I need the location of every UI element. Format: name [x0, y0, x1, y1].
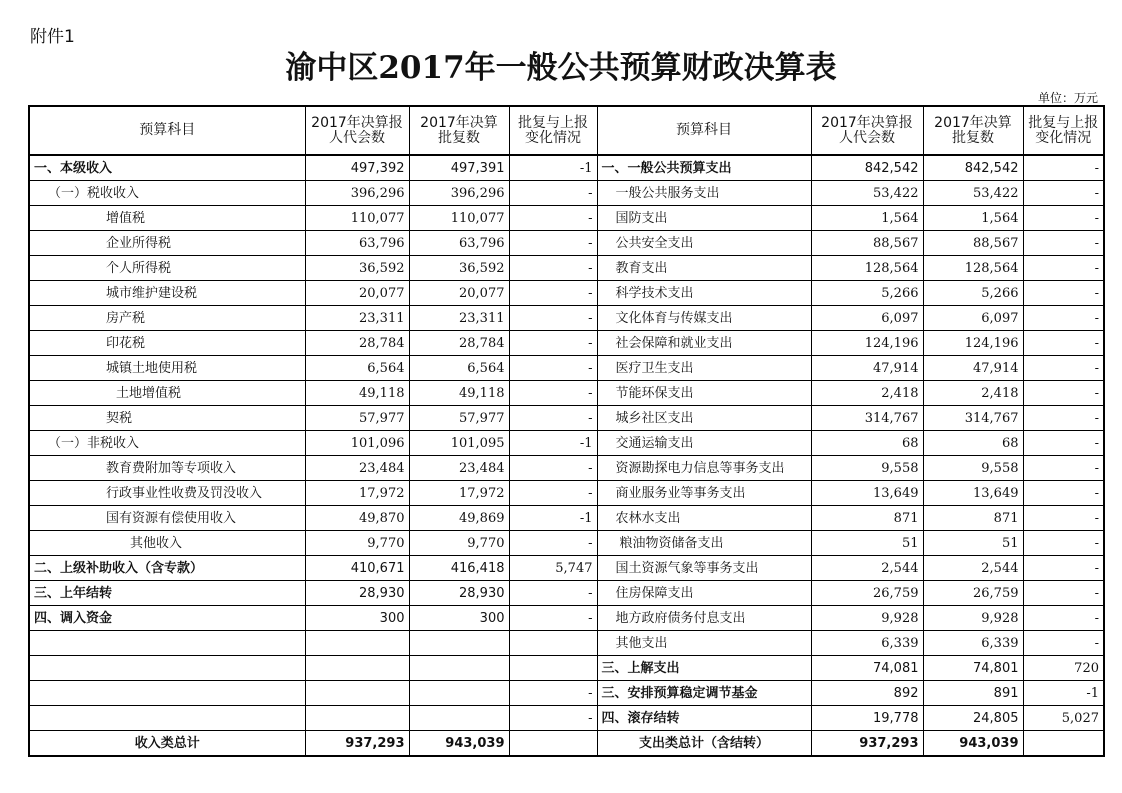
header-left-item: 预算科目	[29, 106, 305, 155]
left-item-name: 增值税	[29, 206, 305, 231]
page-title: 渝中区2017年一般公共预算财政决算表	[285, 50, 837, 86]
right-item-name: 节能环保支出	[597, 381, 811, 406]
right-approved-value: 9,928	[923, 606, 1023, 631]
left-item-name: 企业所得税	[29, 231, 305, 256]
right-approved-value: 53,422	[923, 181, 1023, 206]
left-item-name: 三、上年结转	[29, 581, 305, 606]
right-item-name: 农林水支出	[597, 506, 811, 531]
left-item-name	[29, 656, 305, 681]
left-approved-value: 9,770	[409, 531, 509, 556]
right-approved-value: 2,544	[923, 556, 1023, 581]
table-row	[29, 681, 1104, 706]
left-approved-value: 57,977	[409, 406, 509, 431]
right-reported-value: 2,418	[811, 381, 923, 406]
right-reported-value: 124,196	[811, 331, 923, 356]
left-change-value: -	[509, 406, 597, 431]
left-approved-value: 49,869	[409, 506, 509, 531]
table-row	[29, 356, 1104, 381]
left-change-value	[509, 631, 597, 656]
right-item-name: 三、上解支出	[597, 656, 811, 681]
right-approved-value: 26,759	[923, 581, 1023, 606]
right-approved-value: 47,914	[923, 356, 1023, 381]
header-row	[29, 106, 1104, 155]
left-change-value: -	[509, 581, 597, 606]
left-item-name: 国有资源有偿使用收入	[29, 506, 305, 531]
table-row	[29, 456, 1104, 481]
right-item-name: 科学技术支出	[597, 281, 811, 306]
right-reported-value: 19,778	[811, 706, 923, 731]
left-reported-value: 410,671	[305, 556, 409, 581]
left-reported-value: 101,096	[305, 431, 409, 456]
right-change-value: -	[1023, 531, 1104, 556]
right-approved-value: 5,266	[923, 281, 1023, 306]
left-item-name: （一）税收收入	[29, 181, 305, 206]
right-item-name: 一般公共服务支出	[597, 181, 811, 206]
right-item-name: 商业服务业等事务支出	[597, 481, 811, 506]
left-change-value: -	[509, 206, 597, 231]
right-reported-value: 53,422	[811, 181, 923, 206]
right-total-label: 支出类总计（含结转）	[597, 731, 811, 757]
right-approved-value: 68	[923, 431, 1023, 456]
right-approved-value: 24,805	[923, 706, 1023, 731]
right-approved-value: 314,767	[923, 406, 1023, 431]
right-item-name: 其他支出	[597, 631, 811, 656]
right-approved-value: 1,564	[923, 206, 1023, 231]
totals-row	[29, 731, 1104, 757]
right-change-value: -	[1023, 206, 1104, 231]
right-change-value: -	[1023, 581, 1104, 606]
table-row	[29, 506, 1104, 531]
right-approved-value: 6,339	[923, 631, 1023, 656]
right-change-value: -	[1023, 155, 1104, 181]
right-total-change	[1023, 731, 1104, 757]
left-reported-value: 23,484	[305, 456, 409, 481]
table-row	[29, 281, 1104, 306]
left-change-value: -	[509, 331, 597, 356]
right-item-name: 教育支出	[597, 256, 811, 281]
left-change-value: -	[509, 306, 597, 331]
left-approved-value: 28,930	[409, 581, 509, 606]
right-item-name: 一、一般公共预算支出	[597, 155, 811, 181]
left-change-value: -	[509, 456, 597, 481]
right-reported-value: 871	[811, 506, 923, 531]
right-item-name: 四、滚存结转	[597, 706, 811, 731]
left-item-name: 个人所得税	[29, 256, 305, 281]
left-approved-value	[409, 656, 509, 681]
left-item-name	[29, 681, 305, 706]
table-row	[29, 706, 1104, 731]
table-row	[29, 155, 1104, 181]
left-total-reported: 937,293	[305, 731, 409, 757]
right-change-value: 720	[1023, 656, 1104, 681]
right-change-value: -	[1023, 406, 1104, 431]
left-reported-value: 36,592	[305, 256, 409, 281]
left-change-value: -	[509, 356, 597, 381]
table-row	[29, 656, 1104, 681]
left-item-name: 契税	[29, 406, 305, 431]
left-approved-value: 110,077	[409, 206, 509, 231]
right-item-name: 交通运输支出	[597, 431, 811, 456]
table-row	[29, 531, 1104, 556]
right-change-value: -1	[1023, 681, 1104, 706]
right-approved-value: 74,801	[923, 656, 1023, 681]
left-item-name: 房产税	[29, 306, 305, 331]
right-change-value: -	[1023, 431, 1104, 456]
right-approved-value: 2,418	[923, 381, 1023, 406]
left-change-value: -	[509, 256, 597, 281]
left-change-value: -1	[509, 506, 597, 531]
left-reported-value: 23,311	[305, 306, 409, 331]
left-reported-value: 300	[305, 606, 409, 631]
right-reported-value: 128,564	[811, 256, 923, 281]
left-reported-value: 110,077	[305, 206, 409, 231]
table-row	[29, 181, 1104, 206]
right-approved-value: 124,196	[923, 331, 1023, 356]
left-change-value: -1	[509, 155, 597, 181]
right-change-value: -	[1023, 181, 1104, 206]
right-change-value: -	[1023, 306, 1104, 331]
right-item-name: 资源勘探电力信息等事务支出	[597, 456, 811, 481]
table-row	[29, 256, 1104, 281]
left-reported-value: 20,077	[305, 281, 409, 306]
header-left-approved: 2017年决算批复数	[409, 106, 509, 155]
left-change-value: -	[509, 531, 597, 556]
right-change-value: -	[1023, 281, 1104, 306]
left-reported-value: 57,977	[305, 406, 409, 431]
left-change-value: -	[509, 481, 597, 506]
right-reported-value: 26,759	[811, 581, 923, 606]
right-change-value: -	[1023, 381, 1104, 406]
annex-label: 附件1	[30, 27, 75, 47]
left-reported-value: 28,930	[305, 581, 409, 606]
right-total-approved: 943,039	[923, 731, 1023, 757]
right-reported-value: 1,564	[811, 206, 923, 231]
left-approved-value: 20,077	[409, 281, 509, 306]
right-approved-value: 871	[923, 506, 1023, 531]
right-item-name: 住房保障支出	[597, 581, 811, 606]
left-change-value: -	[509, 281, 597, 306]
left-approved-value	[409, 681, 509, 706]
right-change-value: -	[1023, 481, 1104, 506]
right-change-value: -	[1023, 331, 1104, 356]
left-change-value: -	[509, 381, 597, 406]
left-item-name: （一）非税收入	[29, 431, 305, 456]
budget-table	[28, 105, 1105, 757]
header-left-change: 批复与上报变化情况	[509, 106, 597, 155]
left-item-name: 四、调入资金	[29, 606, 305, 631]
right-reported-value: 13,649	[811, 481, 923, 506]
left-reported-value	[305, 631, 409, 656]
header-right-reported: 2017年决算报人代会数	[811, 106, 923, 155]
left-approved-value	[409, 706, 509, 731]
right-reported-value: 2,544	[811, 556, 923, 581]
left-reported-value	[305, 681, 409, 706]
left-item-name: 土地增值税	[29, 381, 305, 406]
right-item-name: 社会保障和就业支出	[597, 331, 811, 356]
left-item-name: 印花税	[29, 331, 305, 356]
table-row	[29, 406, 1104, 431]
header-left-reported: 2017年决算报人代会数	[305, 106, 409, 155]
left-approved-value	[409, 631, 509, 656]
right-reported-value: 5,266	[811, 281, 923, 306]
left-approved-value: 63,796	[409, 231, 509, 256]
left-item-name: 教育费附加等专项收入	[29, 456, 305, 481]
right-reported-value: 47,914	[811, 356, 923, 381]
right-item-name: 医疗卫生支出	[597, 356, 811, 381]
table-row	[29, 481, 1104, 506]
unit-label: 单位：万元	[1037, 91, 1098, 105]
left-approved-value: 101,095	[409, 431, 509, 456]
right-approved-value: 88,567	[923, 231, 1023, 256]
left-change-value: -	[509, 231, 597, 256]
right-reported-value: 892	[811, 681, 923, 706]
right-item-name: 地方政府债务付息支出	[597, 606, 811, 631]
left-reported-value: 6,564	[305, 356, 409, 381]
header-right-change: 批复与上报变化情况	[1023, 106, 1104, 155]
table-row	[29, 581, 1104, 606]
right-approved-value: 842,542	[923, 155, 1023, 181]
left-change-value: -	[509, 706, 597, 731]
left-reported-value	[305, 706, 409, 731]
right-reported-value: 74,081	[811, 656, 923, 681]
left-reported-value: 17,972	[305, 481, 409, 506]
right-change-value: 5,027	[1023, 706, 1104, 731]
right-approved-value: 6,097	[923, 306, 1023, 331]
right-item-name: 文化体育与传媒支出	[597, 306, 811, 331]
left-approved-value: 300	[409, 606, 509, 631]
left-approved-value: 497,391	[409, 155, 509, 181]
table-row	[29, 431, 1104, 456]
right-change-value: -	[1023, 231, 1104, 256]
left-total-change	[509, 731, 597, 757]
right-change-value: -	[1023, 631, 1104, 656]
left-change-value: -	[509, 681, 597, 706]
right-approved-value: 13,649	[923, 481, 1023, 506]
table-row	[29, 306, 1104, 331]
left-item-name: 其他收入	[29, 531, 305, 556]
right-reported-value: 314,767	[811, 406, 923, 431]
table-row	[29, 331, 1104, 356]
left-item-name: 城镇土地使用税	[29, 356, 305, 381]
left-item-name	[29, 706, 305, 731]
right-change-value: -	[1023, 456, 1104, 481]
left-reported-value: 63,796	[305, 231, 409, 256]
left-change-value: -1	[509, 431, 597, 456]
right-reported-value: 9,558	[811, 456, 923, 481]
table-row	[29, 231, 1104, 256]
right-item-name: 公共安全支出	[597, 231, 811, 256]
left-item-name: 行政事业性收费及罚没收入	[29, 481, 305, 506]
header-right-item: 预算科目	[597, 106, 811, 155]
right-change-value: -	[1023, 356, 1104, 381]
right-change-value: -	[1023, 556, 1104, 581]
right-reported-value: 842,542	[811, 155, 923, 181]
left-item-name: 二、上级补助收入（含专款）	[29, 556, 305, 581]
left-change-value: 5,747	[509, 556, 597, 581]
left-approved-value: 36,592	[409, 256, 509, 281]
table-row	[29, 631, 1104, 656]
right-item-name: 粮油物资储备支出	[597, 531, 811, 556]
table-row	[29, 556, 1104, 581]
left-approved-value: 416,418	[409, 556, 509, 581]
left-reported-value: 28,784	[305, 331, 409, 356]
left-item-name: 一、本级收入	[29, 155, 305, 181]
header-right-approved: 2017年决算批复数	[923, 106, 1023, 155]
left-total-label: 收入类总计	[29, 731, 305, 757]
right-change-value: -	[1023, 606, 1104, 631]
left-change-value	[509, 656, 597, 681]
left-change-value: -	[509, 606, 597, 631]
right-change-value: -	[1023, 506, 1104, 531]
left-approved-value: 23,311	[409, 306, 509, 331]
left-reported-value	[305, 656, 409, 681]
right-item-name: 城乡社区支出	[597, 406, 811, 431]
left-change-value: -	[509, 181, 597, 206]
left-approved-value: 28,784	[409, 331, 509, 356]
left-reported-value: 497,392	[305, 155, 409, 181]
right-reported-value: 68	[811, 431, 923, 456]
right-item-name: 国土资源气象等事务支出	[597, 556, 811, 581]
left-approved-value: 49,118	[409, 381, 509, 406]
left-reported-value: 9,770	[305, 531, 409, 556]
right-approved-value: 51	[923, 531, 1023, 556]
left-approved-value: 396,296	[409, 181, 509, 206]
table-row	[29, 606, 1104, 631]
left-reported-value: 49,118	[305, 381, 409, 406]
left-reported-value: 49,870	[305, 506, 409, 531]
table-row	[29, 381, 1104, 406]
right-reported-value: 88,567	[811, 231, 923, 256]
right-approved-value: 128,564	[923, 256, 1023, 281]
left-item-name: 城市维护建设税	[29, 281, 305, 306]
right-reported-value: 51	[811, 531, 923, 556]
left-item-name	[29, 631, 305, 656]
right-item-name: 三、安排预算稳定调节基金	[597, 681, 811, 706]
left-approved-value: 6,564	[409, 356, 509, 381]
left-approved-value: 17,972	[409, 481, 509, 506]
right-approved-value: 9,558	[923, 456, 1023, 481]
table-row	[29, 206, 1104, 231]
right-reported-value: 9,928	[811, 606, 923, 631]
left-reported-value: 396,296	[305, 181, 409, 206]
right-reported-value: 6,339	[811, 631, 923, 656]
right-change-value: -	[1023, 256, 1104, 281]
left-approved-value: 23,484	[409, 456, 509, 481]
right-item-name: 国防支出	[597, 206, 811, 231]
left-total-approved: 943,039	[409, 731, 509, 757]
right-approved-value: 891	[923, 681, 1023, 706]
right-total-reported: 937,293	[811, 731, 923, 757]
right-reported-value: 6,097	[811, 306, 923, 331]
